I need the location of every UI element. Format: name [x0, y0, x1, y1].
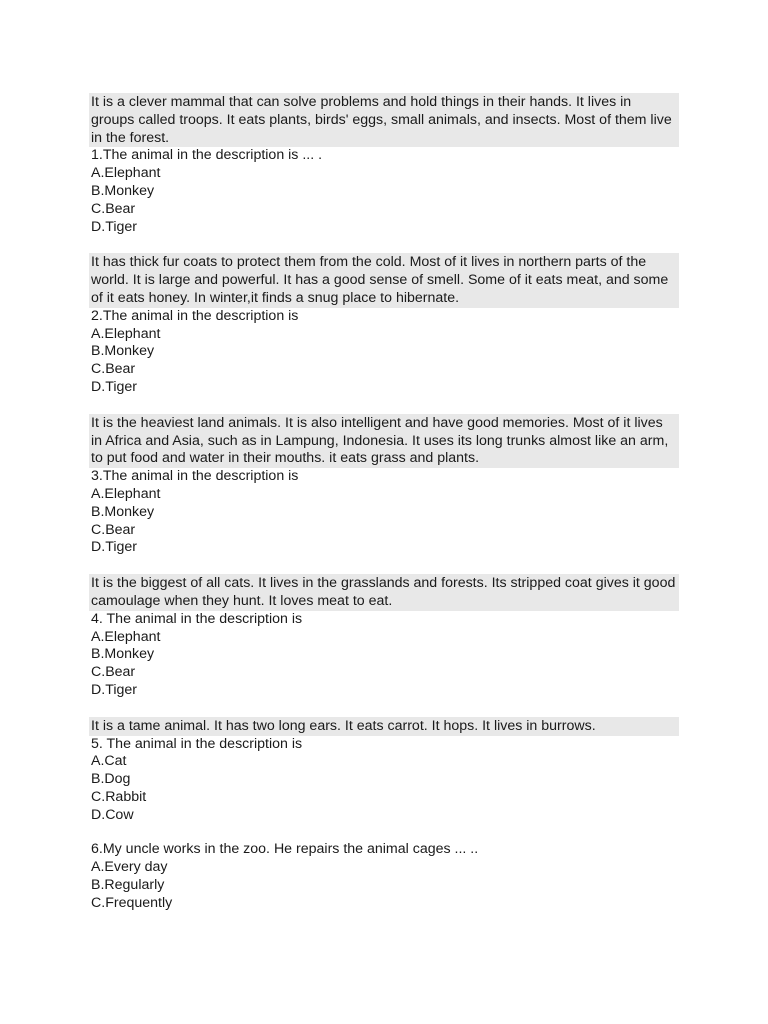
option-b: B.Monkey: [91, 646, 155, 663]
option-a: A.Elephant: [91, 628, 161, 645]
option-c: C.Rabbit: [91, 788, 147, 805]
option-b: B.Regularly: [91, 877, 165, 894]
passage-text: It is the heaviest land animals. It is also intelligent and have good memories. Most of it lives in Africa and Asia, such as in Lampung, Indonesia. It uses its long trunks almost like an arm, to put food and water in their mouths. it eats grass and plants.: [89, 414, 679, 468]
question-block-4: [89, 574, 679, 700]
option-b: B.Monkey: [91, 182, 155, 199]
question-block-3: [89, 414, 679, 557]
question-prompt: 2.The animal in the description is: [91, 307, 299, 324]
passage-text: It has thick fur coats to protect them from the cold. Most of it lives in northern parts of the world. It is large and powerful. It has a good sense of smell. Some of it eats meat, and some of it eats honey. In winter,it finds a snug place to hibernate.: [89, 253, 679, 307]
option-a: A.Elephant: [91, 325, 161, 342]
option-b: B.Dog: [91, 771, 131, 788]
question-block-1: [89, 93, 679, 236]
option-a: A.Every day: [91, 859, 168, 876]
worksheet-page: [89, 93, 679, 930]
question-prompt: 6.My uncle works in the zoo. He repairs the animal cages ... ..: [91, 841, 479, 858]
option-d: D.Cow: [91, 806, 134, 823]
passage-text: It is a clever mammal that can solve problems and hold things in their hands. It lives in groups called troops. It eats plants, birds' eggs, small animals, and insects. Most of them live in the forest.: [89, 93, 679, 147]
option-c: C.Bear: [91, 521, 136, 538]
question-block-2: [89, 253, 679, 396]
passage-text: It is a tame animal. It has two long ears. It eats carrot. It hops. It lives in burrows.: [89, 717, 679, 736]
option-d: D.Tiger: [91, 378, 137, 395]
passage-text: It is the biggest of all cats. It lives in the grasslands and forests. Its stripped coat gives it good camoulage when they hunt. It loves meat to eat.: [89, 574, 679, 611]
question-prompt: 1.The animal in the description is ... .: [91, 147, 323, 164]
option-c: C.Bear: [91, 200, 136, 217]
option-a: A.Cat: [91, 753, 127, 770]
option-b: B.Monkey: [91, 503, 155, 520]
question-prompt: 4. The animal in the description is: [91, 610, 303, 627]
question-prompt: 3.The animal in the description is: [91, 468, 299, 485]
option-a: A.Elephant: [91, 165, 161, 182]
option-c: C.Frequently: [91, 894, 173, 911]
question-prompt: 5. The animal in the description is: [91, 735, 303, 752]
option-d: D.Tiger: [91, 218, 137, 235]
question-block-5: [89, 717, 679, 825]
option-b: B.Monkey: [91, 343, 155, 360]
option-d: D.Tiger: [91, 681, 137, 698]
question-block-6: [89, 841, 679, 912]
option-a: A.Elephant: [91, 485, 161, 502]
option-c: C.Bear: [91, 361, 136, 378]
option-d: D.Tiger: [91, 539, 137, 556]
option-c: C.Bear: [91, 664, 136, 681]
